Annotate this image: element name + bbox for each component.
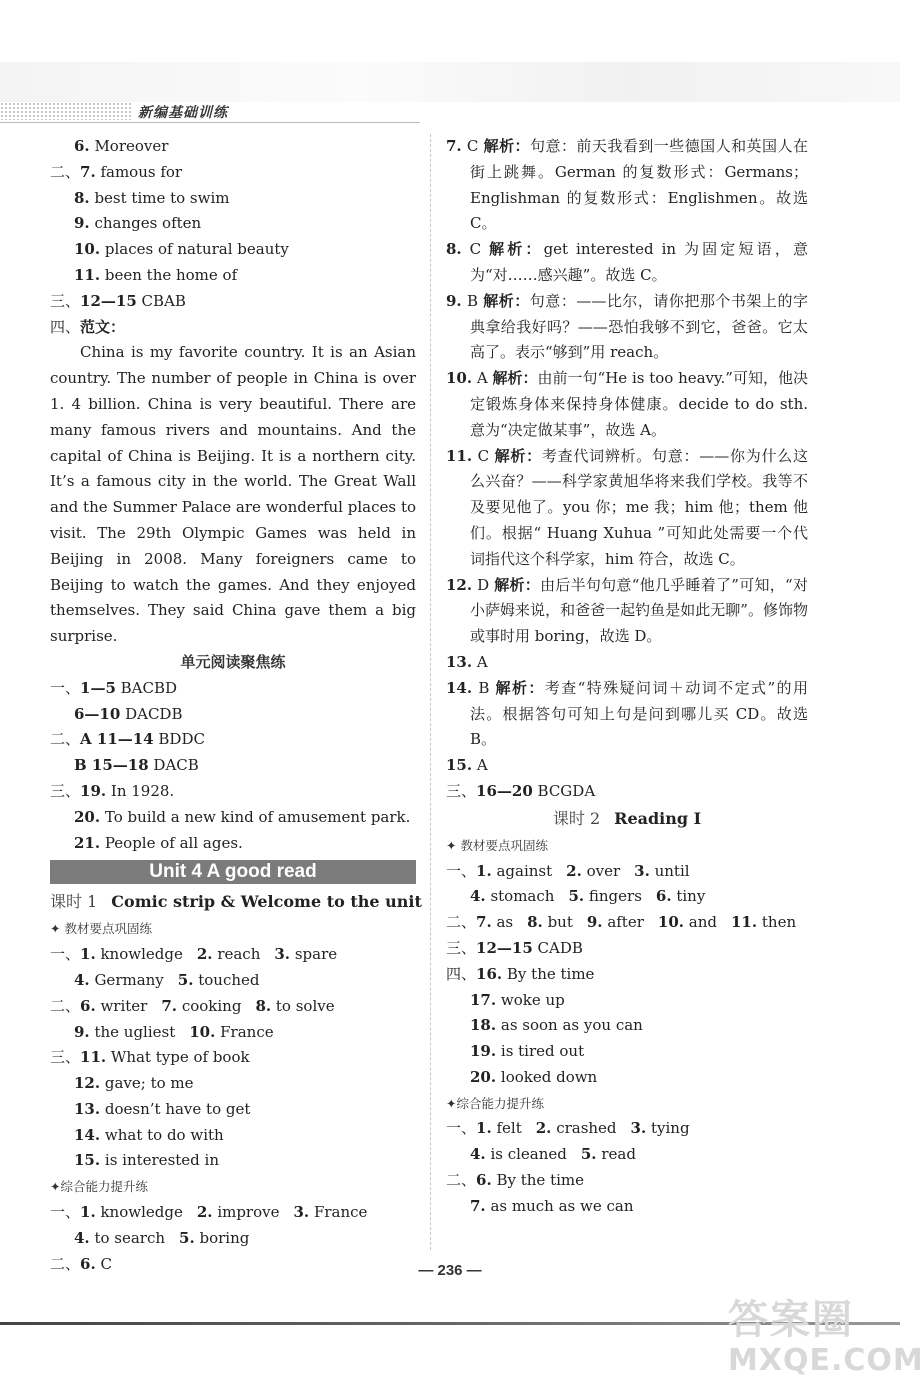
answer-line bbox=[50, 160, 416, 186]
answer-letter: C bbox=[469, 240, 482, 259]
answer-text: cooking bbox=[181, 996, 242, 1015]
lesson-heading bbox=[50, 888, 422, 916]
answer-text: Moreover bbox=[89, 137, 169, 155]
answer-section-mark: 二、 bbox=[50, 1254, 81, 1273]
answer-number: 7. bbox=[470, 1196, 486, 1215]
lesson-heading bbox=[446, 805, 808, 833]
answer-number: 1. bbox=[80, 1203, 96, 1222]
answer-number: 21. bbox=[74, 833, 101, 852]
answer-line bbox=[446, 1168, 808, 1194]
answer-line bbox=[50, 702, 416, 728]
answers-group-e bbox=[446, 859, 808, 1091]
answer-number: 15. bbox=[446, 756, 473, 775]
answer-letter: A bbox=[476, 756, 488, 775]
answer-text: Germany bbox=[94, 970, 164, 989]
answer-text: spare bbox=[294, 945, 338, 964]
answer-line bbox=[50, 134, 416, 160]
answer-number: 19. bbox=[80, 781, 107, 800]
analysis-text: 由后半句句意“他几乎睡着了”可知，“对小萨姆来说，和爸爸一起钓鱼是如此无聊”。修饰物或事时用 boring，故选 D。 bbox=[470, 575, 808, 646]
answer-section-mark: 四、 bbox=[50, 317, 81, 336]
answers-group-b bbox=[50, 676, 416, 857]
answer-item bbox=[74, 1097, 250, 1123]
left-column bbox=[50, 134, 422, 1277]
answer-line bbox=[50, 1097, 416, 1123]
watermark bbox=[728, 1296, 924, 1384]
answer-text: CBAB bbox=[136, 291, 186, 310]
answer-text: changes often bbox=[89, 214, 202, 233]
answer-number: B 15—18 bbox=[74, 756, 149, 775]
answer-text: what to do with bbox=[104, 1125, 224, 1144]
answer-line bbox=[446, 1116, 808, 1142]
answer-number: 9. bbox=[586, 913, 603, 932]
answer-item bbox=[197, 942, 261, 968]
header-rule bbox=[0, 122, 420, 123]
header-dot-pattern bbox=[0, 102, 132, 120]
answer-line bbox=[50, 831, 416, 857]
answer-item bbox=[731, 910, 796, 936]
analysis-label: 解析： bbox=[492, 369, 538, 388]
answer-number: 6. bbox=[655, 887, 672, 906]
answer-item bbox=[476, 859, 552, 885]
answer-number: 3. bbox=[634, 861, 650, 880]
answer-number: 14. bbox=[74, 1125, 101, 1144]
answer-line bbox=[50, 211, 416, 237]
answer-letter: A bbox=[476, 652, 488, 671]
analysis-label: 解析： bbox=[483, 291, 530, 310]
answer-line bbox=[50, 994, 416, 1020]
watermark-logo-text: 答案圈 bbox=[728, 1297, 854, 1343]
answer-text: best time to swim bbox=[89, 188, 230, 207]
answer-item bbox=[74, 1226, 165, 1252]
answer-text: but bbox=[547, 913, 573, 932]
answer-number: 13. bbox=[446, 652, 473, 671]
answer-line bbox=[50, 1071, 416, 1097]
answer-text: reach bbox=[217, 945, 261, 964]
answer-number: 15. bbox=[74, 1151, 101, 1170]
answer-text: places of natural beauty bbox=[100, 240, 289, 259]
answer-text: until bbox=[654, 861, 690, 880]
answer-line bbox=[446, 1039, 808, 1065]
answer-text: France bbox=[220, 1022, 274, 1041]
answer-item bbox=[197, 1200, 280, 1226]
analysis-text: 由前一句“He is too heavy.”可知，他决定锻炼身体来保持身体健康。decide to do sth. 意为“决定做某事”，故选 A。 bbox=[470, 369, 808, 439]
answer-item bbox=[566, 859, 620, 885]
answer-letter: D bbox=[477, 575, 490, 594]
running-header bbox=[0, 96, 420, 126]
answer-number: 19. bbox=[470, 1042, 497, 1061]
answer-section-mark: 二、 bbox=[50, 996, 81, 1015]
explained-answer bbox=[446, 676, 808, 753]
explained-answer bbox=[446, 237, 808, 289]
answer-number: 12—15 bbox=[80, 291, 137, 310]
answer-line bbox=[446, 988, 808, 1014]
answer-number: 10. bbox=[446, 369, 473, 388]
section-label: ✦ 教材要点巩固练 bbox=[50, 921, 152, 937]
answers-group-c bbox=[50, 942, 416, 1174]
answer-item bbox=[274, 942, 337, 968]
answer-text: gave; to me bbox=[104, 1074, 194, 1093]
answer-number: 6. bbox=[74, 137, 90, 155]
answer-number: 7. bbox=[80, 162, 96, 181]
answer-letter: C bbox=[466, 137, 479, 155]
answer-item bbox=[161, 994, 241, 1020]
answer-item bbox=[179, 1226, 249, 1252]
answer-line bbox=[446, 936, 808, 962]
answer-number: 11. bbox=[74, 265, 101, 284]
answer-section-mark: 三、 bbox=[50, 1048, 81, 1067]
answer-number: 11. bbox=[446, 446, 473, 465]
answer-line bbox=[50, 942, 416, 968]
answer-letter: C bbox=[477, 446, 490, 465]
answer-line bbox=[446, 962, 808, 988]
answer-line bbox=[50, 676, 416, 702]
answer-item bbox=[476, 936, 583, 962]
answer-item bbox=[189, 1020, 273, 1046]
answer-item bbox=[634, 859, 689, 885]
answer-text: BACBD bbox=[115, 678, 178, 697]
answer-number: 5. bbox=[179, 1228, 195, 1247]
answer-item bbox=[74, 1071, 194, 1097]
lesson-title: Comic strip & Welcome to the unit bbox=[111, 892, 422, 912]
answer-number: 9. bbox=[74, 214, 90, 233]
answer-item bbox=[255, 994, 334, 1020]
answer-text: woke up bbox=[500, 990, 565, 1009]
analysis-text: 考查代词辨析。句意：——你为什么这么兴奋？——科学家黄旭华将来我们学校。我等不及要见他了。you 你；me 我；him 他；them 他们。根据“ Huang Xuhua ”可知此处需要一个代词指代这个科学家，him 符合，故选 C。 bbox=[470, 446, 808, 568]
answer-line bbox=[50, 315, 416, 341]
answer-number: 6. bbox=[476, 1171, 492, 1190]
answer-text: To build a new kind of amusement park. bbox=[100, 807, 411, 826]
answer-line bbox=[50, 1148, 416, 1174]
answer-line bbox=[50, 1123, 416, 1149]
answer-text: knowledge bbox=[100, 945, 183, 964]
answer-number: 4. bbox=[74, 1228, 90, 1247]
answer-letter: B bbox=[466, 291, 478, 310]
answer-number: 5. bbox=[177, 970, 194, 989]
answer-text: What type of book bbox=[110, 1048, 250, 1067]
answers-group-a bbox=[50, 134, 416, 340]
answer-text: By the time bbox=[496, 1171, 584, 1190]
answer-number: 1. bbox=[476, 1119, 492, 1138]
answer-number: 11. bbox=[80, 1048, 107, 1067]
answer-section-mark: 一、 bbox=[50, 1203, 81, 1222]
answer-text: stomach bbox=[490, 887, 555, 906]
answer-number: 9. bbox=[446, 291, 462, 310]
answer-number: 8. bbox=[74, 188, 90, 207]
analysis-text: 考查“特殊疑问词＋动词不定式”的用法。根据答句可知上句是问到哪儿买 CD。故选 B。 bbox=[470, 678, 808, 749]
answer-number: 3. bbox=[630, 1119, 647, 1138]
analysis-text: 句意：——比尔，请你把那个书架上的字典拿给我好吗？——恐怕我够不到它，爸爸。它太高了。表示“够到”用 reach。 bbox=[470, 291, 808, 362]
header-title: 新编基础训练 bbox=[138, 105, 228, 121]
answer-text: crashed bbox=[556, 1119, 617, 1138]
explained-answer bbox=[446, 366, 808, 443]
answer-text: doesn’t have to get bbox=[104, 1099, 251, 1118]
answer-item bbox=[587, 910, 644, 936]
answer-number: 12. bbox=[74, 1074, 101, 1093]
answer-line bbox=[50, 779, 416, 805]
answer-item bbox=[294, 1200, 368, 1226]
answer-line bbox=[50, 263, 416, 289]
answer-text: felt bbox=[496, 1119, 522, 1138]
answer-number: 3. bbox=[293, 1203, 310, 1222]
answer-number: 14. bbox=[446, 678, 473, 697]
answer-item bbox=[470, 1065, 597, 1091]
answer-number: 7. bbox=[161, 996, 178, 1015]
answer-line bbox=[446, 859, 808, 885]
answer-item bbox=[476, 1116, 522, 1142]
answer-number: 10. bbox=[657, 913, 684, 932]
answer-item bbox=[178, 968, 260, 994]
analysis-text: get interested in 为固定短语，意为“对……感兴趣”。故选 C。 bbox=[470, 240, 808, 284]
answer-text: DACDB bbox=[120, 704, 183, 723]
answer-number: 7. bbox=[446, 137, 462, 155]
answer-text: improve bbox=[217, 1203, 280, 1222]
answer-line bbox=[446, 1013, 808, 1039]
analysis-label: 解析： bbox=[494, 446, 542, 465]
answer-text: as bbox=[496, 913, 514, 932]
answer-line bbox=[50, 1200, 416, 1226]
answer-number: 5. bbox=[580, 1145, 597, 1164]
answer-number: 12—15 bbox=[476, 938, 533, 957]
answer-number: 1—5 bbox=[80, 678, 116, 697]
answer-number: 9. bbox=[74, 1022, 90, 1041]
answer-item bbox=[470, 884, 554, 910]
lesson-label: 课时 1 bbox=[50, 892, 98, 912]
model-essay: China is my favorite country. It is an Asian country. The number of people in China is over 1. 4 billion. China is very beautiful. There are many famous rivers and mountains. And the capital of China is Beijing. It is a northern city. It’s a famous city in the world. The Great Wall and the Summer Palace are wonderful places to visit. The 29th Olympic Games was held in Beijing in 2008. Many foreigners came to Beijing to watch the games. And they enjoyed themselves. They said China gave them a big surprise. bbox=[50, 343, 416, 646]
answer-text: as soon as you can bbox=[500, 1016, 643, 1035]
answer-text: boring bbox=[199, 1228, 250, 1247]
analysis-label: 解析： bbox=[494, 575, 541, 594]
answer-text: knowledge bbox=[100, 1203, 183, 1222]
answer-item bbox=[80, 942, 183, 968]
answer-text: C bbox=[100, 1254, 112, 1273]
answer-text: then bbox=[761, 913, 797, 932]
explained-answer bbox=[446, 289, 808, 366]
explained-answer bbox=[446, 134, 808, 237]
analysis-label: 解析： bbox=[483, 137, 531, 155]
answer-item bbox=[581, 1142, 636, 1168]
answer-text: after bbox=[607, 913, 644, 932]
answer-number: 18. bbox=[470, 1016, 497, 1035]
explained-answer bbox=[446, 650, 808, 676]
answer-number: 8. bbox=[255, 996, 272, 1015]
answer-line bbox=[50, 1226, 416, 1252]
answer-section-mark: 二、 bbox=[50, 730, 81, 749]
answer-text: famous for bbox=[95, 162, 183, 181]
answer-text: tiny bbox=[676, 887, 706, 906]
answer-text: to search bbox=[94, 1228, 166, 1247]
answer-section-mark: 三、 bbox=[446, 938, 477, 957]
answer-section-mark: 三、 bbox=[50, 291, 81, 310]
answer-number: 8. bbox=[527, 913, 543, 932]
answer-letter: A bbox=[476, 369, 488, 388]
answer-number: 4. bbox=[470, 887, 486, 906]
section-label: ✦综合能力提升练 bbox=[446, 1095, 544, 1111]
answer-number: 2. bbox=[535, 1119, 552, 1138]
analysis-label: 解析： bbox=[495, 678, 545, 697]
answer-text: People of all ages. bbox=[100, 833, 243, 852]
answer-section-mark: 一、 bbox=[446, 1119, 477, 1138]
answer-number: 8. bbox=[446, 240, 462, 259]
answer-number: 4. bbox=[74, 970, 90, 989]
analysis-label: 解析： bbox=[489, 240, 544, 259]
answer-number: 6. bbox=[80, 1254, 96, 1273]
answer-line bbox=[446, 1194, 808, 1220]
answer-text: touched bbox=[198, 970, 260, 989]
answer-line bbox=[446, 1065, 808, 1091]
answer-text: over bbox=[586, 861, 621, 880]
column-divider bbox=[430, 134, 431, 1250]
answer-text: fingers bbox=[588, 887, 642, 906]
answer-line bbox=[50, 727, 416, 753]
answer-number: 10. bbox=[74, 240, 101, 259]
answer-text: against bbox=[496, 861, 553, 880]
answer-number: 2. bbox=[566, 861, 582, 880]
answer-text: and bbox=[688, 913, 717, 932]
answer-text: BDDC bbox=[153, 730, 205, 749]
watermark-url: MXQE.COM bbox=[728, 1343, 924, 1378]
answer-number: 17. bbox=[470, 990, 497, 1009]
answer-line bbox=[50, 805, 416, 831]
answer-item bbox=[476, 910, 513, 936]
answer-item bbox=[74, 968, 164, 994]
answer-text: DACB bbox=[148, 756, 199, 775]
answer-letter: B bbox=[478, 678, 490, 697]
answer-line: 三、16—20 BCGDA bbox=[446, 781, 596, 800]
answer-section-mark: 二、 bbox=[446, 913, 477, 932]
answer-item bbox=[80, 1045, 250, 1071]
answer-item bbox=[74, 1148, 219, 1174]
lesson-title: Reading Ⅰ bbox=[614, 808, 702, 828]
answer-number: 2. bbox=[196, 1203, 213, 1222]
answer-text: In 1928. bbox=[106, 781, 175, 800]
answer-item bbox=[536, 1116, 617, 1142]
explained-answer bbox=[446, 573, 808, 650]
answer-section-mark: 三、 bbox=[50, 781, 81, 800]
answer-item bbox=[568, 884, 641, 910]
section-label: ✦综合能力提升练 bbox=[50, 1179, 148, 1195]
explained-answer bbox=[446, 444, 808, 573]
answer-number: 16. bbox=[476, 964, 503, 983]
focus-title: 单元阅读聚焦练 bbox=[180, 652, 286, 671]
answer-text: writer bbox=[100, 996, 148, 1015]
answer-line bbox=[50, 186, 416, 212]
answer-section-mark: 二、 bbox=[446, 1171, 477, 1190]
answer-section-mark: 一、 bbox=[50, 945, 81, 964]
answer-item bbox=[74, 1123, 224, 1149]
answer-section-mark: 四、 bbox=[446, 964, 477, 983]
answer-number: 1. bbox=[476, 861, 492, 880]
explained-answer bbox=[446, 753, 808, 779]
unit-title-bar: Unit 4 A good read bbox=[50, 860, 416, 884]
answer-number: 1. bbox=[80, 945, 96, 964]
answer-section-mark: 一、 bbox=[50, 678, 81, 697]
answer-item bbox=[527, 910, 573, 936]
answer-item bbox=[470, 988, 565, 1014]
answer-item bbox=[658, 910, 717, 936]
answer-line bbox=[50, 1045, 416, 1071]
answer-item bbox=[470, 1013, 643, 1039]
page-number: — 236 — bbox=[418, 1262, 482, 1279]
answer-item bbox=[656, 884, 705, 910]
answer-number: 11. bbox=[731, 913, 758, 932]
answer-line bbox=[446, 1142, 808, 1168]
answer-number: A 11—14 bbox=[80, 730, 154, 749]
answer-section-mark: 二、 bbox=[50, 162, 81, 181]
answer-number: 5. bbox=[568, 887, 585, 906]
answer-text: By the time bbox=[506, 964, 595, 983]
answer-number: 20. bbox=[74, 807, 101, 826]
answer-item bbox=[470, 1039, 584, 1065]
answer-item bbox=[74, 1020, 175, 1046]
answer-line bbox=[50, 1020, 416, 1046]
answer-number: 12. bbox=[446, 575, 473, 594]
answer-item bbox=[80, 1200, 183, 1226]
answer-item bbox=[470, 1194, 633, 1220]
answer-text: France bbox=[313, 1203, 368, 1222]
answer-number: 3. bbox=[274, 945, 291, 964]
answer-number: 6. bbox=[80, 996, 96, 1015]
answer-item bbox=[80, 994, 147, 1020]
answer-line bbox=[50, 968, 416, 994]
answer-line bbox=[50, 753, 416, 779]
answer-text: tying bbox=[651, 1119, 690, 1138]
answer-text: to solve bbox=[275, 996, 335, 1015]
answer-text: CADB bbox=[537, 938, 583, 957]
explained-answers bbox=[446, 134, 808, 779]
lesson-label: 课时 2 bbox=[552, 808, 601, 828]
answer-number: 2. bbox=[196, 945, 213, 964]
answer-number: 20. bbox=[470, 1067, 497, 1086]
answer-text: read bbox=[601, 1145, 636, 1164]
answer-text: is interested in bbox=[104, 1151, 219, 1170]
answer-text: the ugliest bbox=[94, 1022, 176, 1041]
answer-item bbox=[470, 1142, 567, 1168]
answer-number: 范文： bbox=[80, 317, 126, 336]
analysis-text: 句意：前天我看到一些德国人和英国人在街上跳舞。German 的复数形式：Germans；Englishman 的复数形式：Englishmen。故选 C。 bbox=[470, 137, 808, 233]
section-label: ✦ 教材要点巩固练 bbox=[446, 837, 548, 853]
answer-number: 7. bbox=[476, 913, 492, 932]
answer-text: is cleaned bbox=[490, 1145, 567, 1164]
answer-line bbox=[446, 910, 808, 936]
answer-number: 4. bbox=[470, 1145, 486, 1164]
answer-number: 13. bbox=[74, 1099, 101, 1118]
answer-item bbox=[476, 1168, 584, 1194]
answer-item bbox=[476, 962, 594, 988]
answer-line bbox=[50, 237, 416, 263]
answer-section-mark: 一、 bbox=[446, 861, 477, 880]
answer-number: 6—10 bbox=[74, 704, 121, 723]
answer-item bbox=[631, 1116, 690, 1142]
answer-line bbox=[50, 289, 416, 315]
answer-text: as much as we can bbox=[490, 1196, 634, 1215]
answers-group-f bbox=[446, 1116, 808, 1219]
answer-text: looked down bbox=[500, 1067, 598, 1086]
right-column bbox=[446, 134, 808, 1220]
answer-number: 10. bbox=[189, 1022, 216, 1041]
answer-text: been the home of bbox=[100, 265, 238, 284]
answer-text: is tired out bbox=[500, 1042, 585, 1061]
answer-line bbox=[446, 884, 808, 910]
